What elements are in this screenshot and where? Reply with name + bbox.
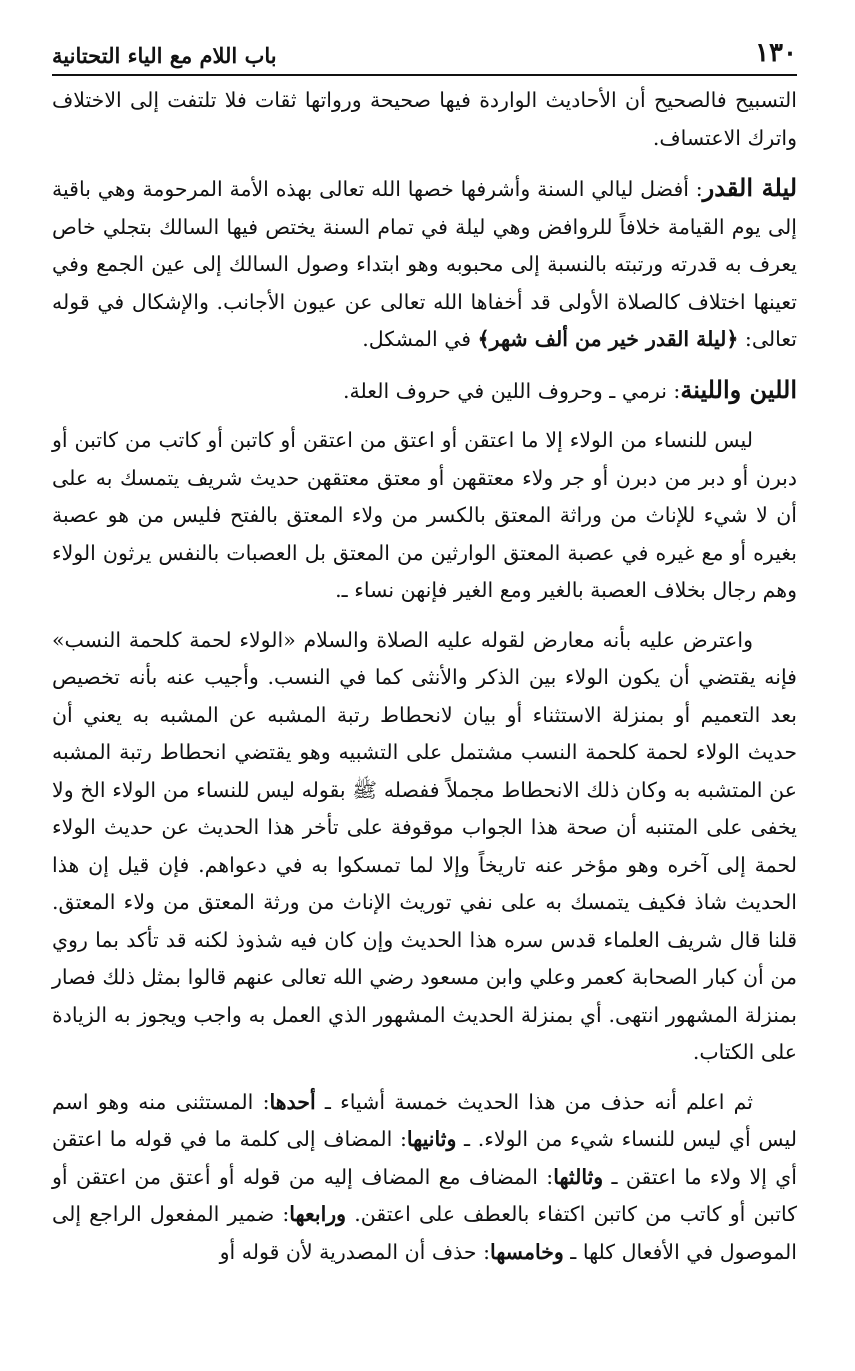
paragraph-text: : المضاف مع المضاف إليه من قوله أو أعتق من اعتقن أو كاتبن أو كاتب من كاتبن اكتفاء بالعطف على اعتقن. — [52, 1164, 798, 1226]
paragraph-text: ثم اعلم أنه حذف من هذا الحديث خمسة أشياء ـ — [315, 1089, 754, 1114]
keyword-first: أحدها — [269, 1089, 316, 1114]
paragraph-text: : ضمير المفعول الراجع إلى الموصول في الأفعال كلها ـ — [52, 1202, 797, 1264]
page-body — [52, 82, 797, 1271]
entry-text: : نرمي ـ وحروف اللين في حروف العلة. — [343, 378, 681, 403]
page-number: ١٣٠ — [755, 38, 797, 68]
paragraph-hadith — [52, 422, 797, 610]
paragraph-tasbih-end — [52, 82, 797, 157]
paragraph-objection — [52, 622, 797, 1072]
keyword-fifth: وخامسها — [489, 1239, 564, 1264]
quran-quote: ﴿ليلة القدر خير من ألف شهر﴾ — [477, 327, 739, 351]
paragraph-text: : المستثنى منه وهو اسم ليس أي ليس للنساء شيء من الولاء. ـ — [52, 1089, 797, 1151]
keyword-fourth: ورابعها — [289, 1202, 347, 1226]
entry-term: ليلة القدر — [702, 173, 798, 202]
paragraph-text: : حذف أن المصدرية لأن قوله أو — [219, 1239, 490, 1264]
entry-text: : أفضل ليالي السنة وأشرفها خصها الله تعالى بهذه الأمة المرحومة وهي باقية إلى يوم القيامة خلافاً للروافض وهي ليلة في تمام السنة يختص فيها السالك بتجلي خاص يعرف به قدرته ورتبته بالنسبة إلى محبوبه وهو ابتداء وصول السالك إلى عين الجمع وفي تعينها اختلاف كالصلاة الأولى قد أخفاها الله تعالى عن عيون الأجانب. والإشكال في قوله تعالى: — [52, 177, 797, 351]
entry-al-leen — [52, 371, 797, 411]
keyword-second: وثانيها — [406, 1127, 457, 1151]
paragraph-text: واعترض عليه بأنه معارض لقوله عليه الصلاة والسلام «الولاء لحمة كلحمة النسب» فإنه يقتضي أن يكون الولاء بين الذكر والأنثى كما في النسب. وأجيب عنه بأنه تخصيص بعد التعميم أو بمنزلة الاستثناء أو بيان لانحطاط رتبة المشبه عن المشبه به يعني أن حديث الولاء لحمة كلحمة النسب مشتمل على التشبيه وهو يقتضي انحطاط رتبة المشبه عن المتشبه به وكان ذلك الانحطاط مجملاً ففصله ﷺ بقوله ليس للنساء من الولاء الخ ولا يخفى على المتنبه أن صحة هذا الجواب موقوفة على تأخر هذا الحديث عن حديث الولاء لحمة إلى آخره وهو مؤخر عنه تاريخاً وإلا لما تمسكوا به في دعواهم. فإن قيل إن هذا الحديث شاذ فكيف يتمسك به على نفي توريث الإناث من ورثة المعتق من ولاء المعتق. قلنا قال شريف العلماء قدس سره هذا الحديث وإن كان فيه شذوذ لكنه قد تأكد بما روي من أن كبار الصحابة كعمر وعلي وابن مسعود رضي الله تعالى عنهم قالوا بمثل ذلك فصار بمنزلة المشهور انتهى. أي بمنزلة الحديث المشهور الذي العمل به واجب ويجوز به الزيادة على الكتاب. — [52, 627, 797, 1064]
entry-term: اللين واللينة — [680, 374, 797, 404]
entry-text-end: في المشكل. — [362, 327, 478, 351]
paragraph-text: : المضاف إلى كلمة ما في قوله ما اعتقن أي إلا ولاء ما اعتقن ـ — [52, 1127, 797, 1189]
running-title: باب اللام مع الياء التحتانية — [52, 43, 277, 68]
keyword-third: وثالثها — [553, 1164, 604, 1189]
paragraph-text: ليس للنساء من الولاء إلا ما اعتقن أو اعتق من اعتقن أو كاتبن أو كاتب من كاتبن أو دبرن أو دبر من دبرن أو جر ولاء معتقهن أو معتق معتقهن حديث شريف يتمسك به على أن لا شيء للإناث من وراثة المعتق بالكسر من ولاء المعتق بالفتح فليس من هو عصبة بغيره أو مع غيره في عصبة المعتق الوارثين من المعتق بل العصبات بالنفس يرثون الولاء وهم رجال بخلاف العصبة بالغير ومع الغير فإنهن نساء ـ. — [52, 428, 797, 602]
entry-laylat-al-qadr — [52, 169, 797, 359]
paragraph-omissions — [52, 1084, 797, 1272]
paragraph-text: التسبيح فالصحيح أن الأحاديث الواردة فيها صحيحة ورواتها ثقات فلا تلتفت إلى الاختلاف واترك الاعتساف. — [52, 88, 797, 150]
page-header — [52, 26, 797, 76]
